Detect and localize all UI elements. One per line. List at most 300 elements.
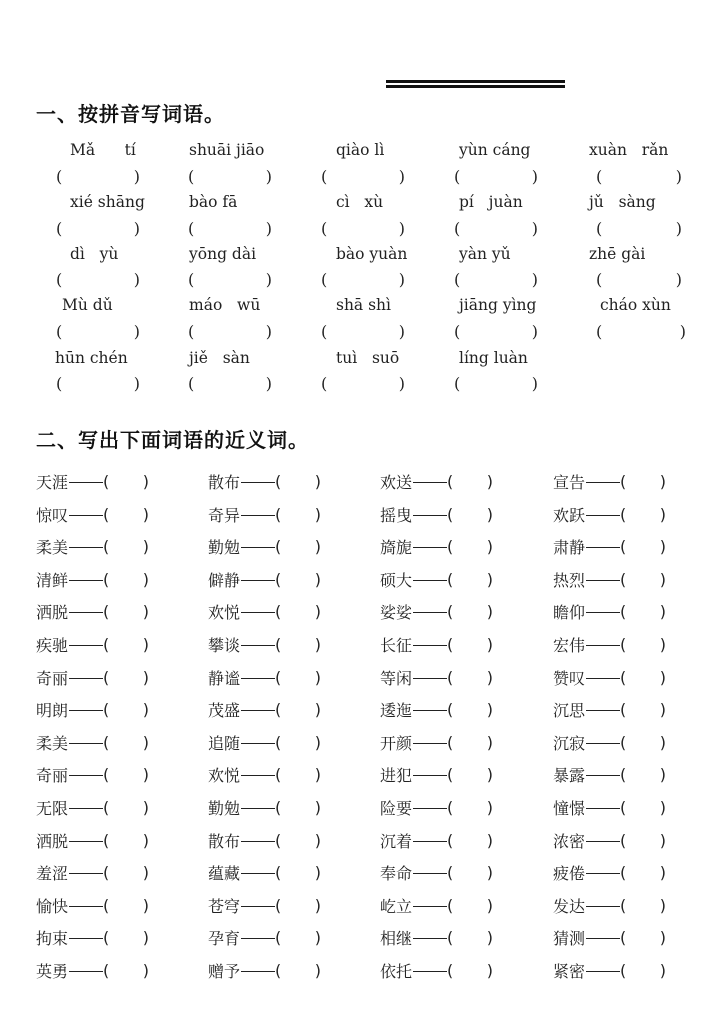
open-bracket: ( [275,536,282,556]
top-double-rule [386,80,565,88]
synonym-word: 紧密 [553,962,586,981]
synonym-answer-blank[interactable] [620,636,666,654]
synonym-answer-blank[interactable] [103,897,149,915]
synonym-answer-blank[interactable] [275,929,321,947]
synonym-answer-blank[interactable] [275,538,321,556]
pinyin-text: líng luàn [459,349,528,367]
synonym-answer-blank[interactable] [103,603,149,621]
open-bracket: ( [103,830,110,850]
pinyin-text: bào yuàn [336,245,408,263]
close-bracket: ) [265,322,272,341]
open-bracket: ( [56,167,63,186]
open-bracket: ( [447,601,454,621]
synonym-answer-blank[interactable] [620,734,666,752]
synonym-item [36,666,149,689]
pinyin-text: tuì suō [336,349,400,367]
dash-line [69,841,103,842]
pinyin-text: hūn chén [55,349,128,367]
close-bracket: ) [142,699,150,719]
open-bracket: ( [620,732,627,752]
open-bracket: ( [620,504,627,524]
synonym-word: 洒脱 [36,603,69,622]
open-bracket: ( [454,219,461,238]
dash-line [586,580,620,581]
close-bracket: ) [142,504,150,524]
synonym-item [380,731,493,754]
synonym-answer-blank[interactable] [620,897,666,915]
dash-line [586,515,620,516]
close-bracket: ) [486,536,494,556]
synonym-item [553,959,666,982]
synonym-answer-blank[interactable] [620,766,666,784]
open-bracket: ( [620,569,627,589]
dash-line [586,808,620,809]
open-bracket: ( [447,471,454,491]
synonym-item [380,698,493,721]
close-bracket: ) [265,270,272,289]
close-bracket: ) [398,374,405,393]
close-bracket: ) [142,830,150,850]
synonym-answer-blank[interactable] [103,962,149,980]
dash-line [69,482,103,483]
close-bracket: ) [486,699,494,719]
close-bracket: ) [314,471,322,491]
close-bracket: ) [659,960,667,980]
synonym-word: 勤勉 [208,799,241,818]
synonym-item [553,796,666,819]
open-bracket: ( [103,601,110,621]
close-bracket: ) [486,927,494,947]
synonym-word: 进犯 [380,766,413,785]
dash-line [69,710,103,711]
synonym-word: 硕大 [380,571,413,590]
close-bracket: ) [142,862,150,882]
dash-line [586,775,620,776]
synonym-answer-blank[interactable] [103,506,149,524]
pinyin-text: shuāi jiāo [189,141,265,159]
synonym-item [380,959,493,982]
synonym-item [553,666,666,689]
synonym-word: 奇异 [208,506,241,525]
synonym-answer-blank[interactable] [620,962,666,980]
close-bracket: ) [659,797,667,817]
open-bracket: ( [275,862,282,882]
dash-line [69,938,103,939]
synonym-answer-blank[interactable] [447,538,493,556]
rule-line-2 [386,85,565,88]
open-bracket: ( [447,699,454,719]
open-bracket: ( [454,374,461,393]
synonym-item [208,959,321,982]
synonym-answer-blank[interactable] [275,766,321,784]
synonym-answer-blank[interactable] [447,473,493,491]
close-bracket: ) [142,927,150,947]
synonym-item [208,633,321,656]
dash-line [69,612,103,613]
dash-line [413,710,447,711]
close-bracket: ) [314,927,322,947]
synonym-item [380,470,493,493]
synonym-answer-blank[interactable] [447,929,493,947]
close-bracket: ) [675,219,682,238]
dash-line [241,580,275,581]
synonym-answer-blank[interactable] [620,571,666,589]
open-bracket: ( [103,764,110,784]
synonym-row [0,503,724,533]
synonym-answer-blank[interactable] [447,669,493,687]
pinyin-text: shā shì [336,296,391,314]
synonym-answer-blank[interactable] [103,571,149,589]
synonym-answer-blank[interactable] [275,473,321,491]
open-bracket: ( [321,167,328,186]
synonym-item [208,503,321,526]
synonym-answer-blank[interactable] [447,799,493,817]
open-bracket: ( [596,322,603,341]
open-bracket: ( [275,830,282,850]
synonym-answer-blank[interactable] [447,962,493,980]
synonym-word: 猜测 [553,929,586,948]
synonym-answer-blank[interactable] [103,929,149,947]
synonym-answer-blank[interactable] [620,701,666,719]
synonym-answer-blank[interactable] [103,636,149,654]
synonym-item [380,666,493,689]
synonym-item [208,470,321,493]
open-bracket: ( [275,797,282,817]
open-bracket: ( [103,960,110,980]
close-bracket: ) [314,504,322,524]
open-bracket: ( [103,504,110,524]
dash-line [69,808,103,809]
open-bracket: ( [275,601,282,621]
close-bracket: ) [133,322,140,341]
dash-line [241,906,275,907]
dash-line [69,678,103,679]
close-bracket: ) [314,667,322,687]
synonym-item [208,535,321,558]
synonym-answer-blank[interactable] [103,538,149,556]
synonym-answer-blank[interactable] [447,636,493,654]
synonym-word: 僻静 [208,571,241,590]
synonym-answer-blank[interactable] [275,636,321,654]
synonym-word: 散布 [208,473,241,492]
dash-line [586,482,620,483]
synonym-item [36,926,149,949]
close-bracket: ) [675,270,682,289]
synonym-answer-blank[interactable] [275,701,321,719]
close-bracket: ) [398,322,405,341]
open-bracket: ( [103,536,110,556]
open-bracket: ( [56,322,63,341]
synonym-word: 旖旎 [380,538,413,557]
synonym-answer-blank[interactable] [275,734,321,752]
synonym-item [36,535,149,558]
open-bracket: ( [188,374,195,393]
open-bracket: ( [275,927,282,947]
close-bracket: ) [486,569,494,589]
open-bracket: ( [447,764,454,784]
open-bracket: ( [275,732,282,752]
synonym-answer-blank[interactable] [620,538,666,556]
synonym-word: 欢悦 [208,603,241,622]
synonym-answer-blank[interactable] [447,897,493,915]
synonym-item [553,926,666,949]
open-bracket: ( [447,797,454,817]
synonym-item [553,503,666,526]
synonym-answer-blank[interactable] [275,506,321,524]
close-bracket: ) [531,322,538,341]
open-bracket: ( [447,536,454,556]
synonym-word: 疲倦 [553,864,586,883]
synonym-answer-blank[interactable] [103,734,149,752]
synonym-word: 长征 [380,636,413,655]
synonym-item [553,763,666,786]
dash-line [586,841,620,842]
synonym-item [36,796,149,819]
synonym-item [36,470,149,493]
open-bracket: ( [620,960,627,980]
open-bracket: ( [620,830,627,850]
dash-line [413,612,447,613]
synonym-item [380,796,493,819]
synonym-answer-blank[interactable] [275,864,321,882]
synonym-answer-blank[interactable] [447,766,493,784]
synonym-answer-blank[interactable] [447,571,493,589]
dash-line [413,743,447,744]
close-bracket: ) [265,374,272,393]
synonym-item [208,731,321,754]
synonym-row [0,470,724,500]
open-bracket: ( [275,667,282,687]
close-bracket: ) [142,569,150,589]
pinyin-text: jiāng yìng [459,296,537,314]
open-bracket: ( [321,374,328,393]
synonym-answer-blank[interactable] [275,799,321,817]
synonym-word: 肃静 [553,538,586,557]
synonym-answer-blank[interactable] [620,669,666,687]
synonym-answer-blank[interactable] [447,603,493,621]
synonym-answer-blank[interactable] [447,832,493,850]
open-bracket: ( [275,471,282,491]
dash-line [413,775,447,776]
synonym-word: 娑娑 [380,603,413,622]
dash-line [586,678,620,679]
dash-line [69,515,103,516]
synonym-item [380,633,493,656]
open-bracket: ( [275,895,282,915]
open-bracket: ( [275,699,282,719]
close-bracket: ) [486,634,494,654]
dash-line [586,710,620,711]
pinyin-text: yōng dài [189,245,257,263]
synonym-item [380,600,493,623]
synonym-word: 明朗 [36,701,69,720]
dash-line [586,906,620,907]
synonym-word: 柔美 [36,538,69,557]
pinyin-row [0,141,724,167]
open-bracket: ( [447,667,454,687]
open-bracket: ( [103,862,110,882]
dash-line [586,645,620,646]
synonym-item [36,731,149,754]
open-bracket: ( [56,374,63,393]
close-bracket: ) [265,167,272,186]
open-bracket: ( [103,569,110,589]
synonym-answer-blank[interactable] [275,962,321,980]
synonym-word: 追随 [208,734,241,753]
close-bracket: ) [142,960,150,980]
synonym-word: 柔美 [36,734,69,753]
synonym-item [553,861,666,884]
synonym-answer-blank[interactable] [103,864,149,882]
close-bracket: ) [314,764,322,784]
open-bracket: ( [620,797,627,817]
synonym-item [36,829,149,852]
close-bracket: ) [142,732,150,752]
open-bracket: ( [596,167,603,186]
close-bracket: ) [486,504,494,524]
close-bracket: ) [675,167,682,186]
synonym-answer-blank[interactable] [275,669,321,687]
close-bracket: ) [398,219,405,238]
open-bracket: ( [454,167,461,186]
open-bracket: ( [447,927,454,947]
synonym-answer-blank[interactable] [447,864,493,882]
dash-line [413,547,447,548]
synonym-row [0,763,724,793]
synonym-answer-blank[interactable] [275,897,321,915]
pinyin-text: jiě sàn [189,349,250,367]
synonym-row [0,894,724,924]
dash-line [69,645,103,646]
open-bracket: ( [447,895,454,915]
synonym-answer-blank[interactable] [620,864,666,882]
open-bracket: ( [56,219,63,238]
synonym-answer-blank[interactable] [620,603,666,621]
open-bracket: ( [103,699,110,719]
synonym-word: 发达 [553,897,586,916]
synonym-row [0,633,724,663]
dash-line [586,743,620,744]
synonym-answer-blank[interactable] [103,701,149,719]
synonym-answer-blank[interactable] [620,473,666,491]
pinyin-text: zhē gài [589,245,646,263]
open-bracket: ( [620,536,627,556]
synonym-answer-blank[interactable] [275,832,321,850]
synonym-word: 欢送 [380,473,413,492]
synonym-word: 开颜 [380,734,413,753]
synonym-word: 宣告 [553,473,586,492]
pinyin-text: xié shāng [70,193,145,211]
synonym-answer-blank[interactable] [447,734,493,752]
synonym-word: 拘束 [36,929,69,948]
synonym-item [380,829,493,852]
synonym-item [380,861,493,884]
synonym-answer-blank[interactable] [103,669,149,687]
synonym-row [0,731,724,761]
synonym-answer-blank[interactable] [447,506,493,524]
close-bracket: ) [531,374,538,393]
synonym-item [208,796,321,819]
close-bracket: ) [314,895,322,915]
dash-line [413,971,447,972]
close-bracket: ) [314,569,322,589]
synonym-word: 勤勉 [208,538,241,557]
close-bracket: ) [659,569,667,589]
open-bracket: ( [188,219,195,238]
synonym-item [208,926,321,949]
dash-line [413,808,447,809]
dash-line [241,547,275,548]
open-bracket: ( [103,732,110,752]
pinyin-row [0,193,724,219]
close-bracket: ) [531,270,538,289]
synonym-answer-blank[interactable] [620,929,666,947]
pinyin-text: cháo xùn [600,296,671,314]
pinyin-row [0,245,724,271]
synonym-answer-blank[interactable] [620,799,666,817]
open-bracket: ( [596,270,603,289]
rule-line-1 [386,80,565,83]
synonym-word: 愉快 [36,897,69,916]
synonym-answer-blank[interactable] [103,473,149,491]
dash-line [69,873,103,874]
synonym-word: 英勇 [36,962,69,981]
synonym-row [0,959,724,989]
close-bracket: ) [133,270,140,289]
open-bracket: ( [620,895,627,915]
synonym-answer-blank[interactable] [620,832,666,850]
synonym-word: 赠予 [208,962,241,981]
pinyin-text: Mù dǔ [62,296,113,314]
close-bracket: ) [398,270,405,289]
synonym-item [553,568,666,591]
synonym-answer-blank[interactable] [275,603,321,621]
synonym-row [0,698,724,728]
open-bracket: ( [447,862,454,882]
synonym-word: 清鲜 [36,571,69,590]
close-bracket: ) [142,797,150,817]
open-bracket: ( [447,504,454,524]
dash-line [586,938,620,939]
dash-line [413,938,447,939]
synonym-answer-blank[interactable] [620,506,666,524]
synonym-answer-blank[interactable] [103,832,149,850]
synonym-word: 宏伟 [553,636,586,655]
dash-line [586,547,620,548]
synonym-answer-blank[interactable] [447,701,493,719]
synonym-item [208,861,321,884]
pinyin-text: xuàn rǎn [589,141,669,159]
close-bracket: ) [486,960,494,980]
open-bracket: ( [275,504,282,524]
synonym-answer-blank[interactable] [103,766,149,784]
close-bracket: ) [133,219,140,238]
answer-row [0,167,724,191]
answer-row [0,270,724,294]
pinyin-text: cì xù [336,193,384,211]
dash-line [241,808,275,809]
synonym-word: 孕育 [208,929,241,948]
dash-line [413,515,447,516]
close-bracket: ) [659,699,667,719]
close-bracket: ) [265,219,272,238]
synonym-answer-blank[interactable] [103,799,149,817]
close-bracket: ) [314,536,322,556]
synonym-row [0,861,724,891]
synonym-item [208,763,321,786]
dash-line [241,775,275,776]
synonym-answer-blank[interactable] [275,571,321,589]
